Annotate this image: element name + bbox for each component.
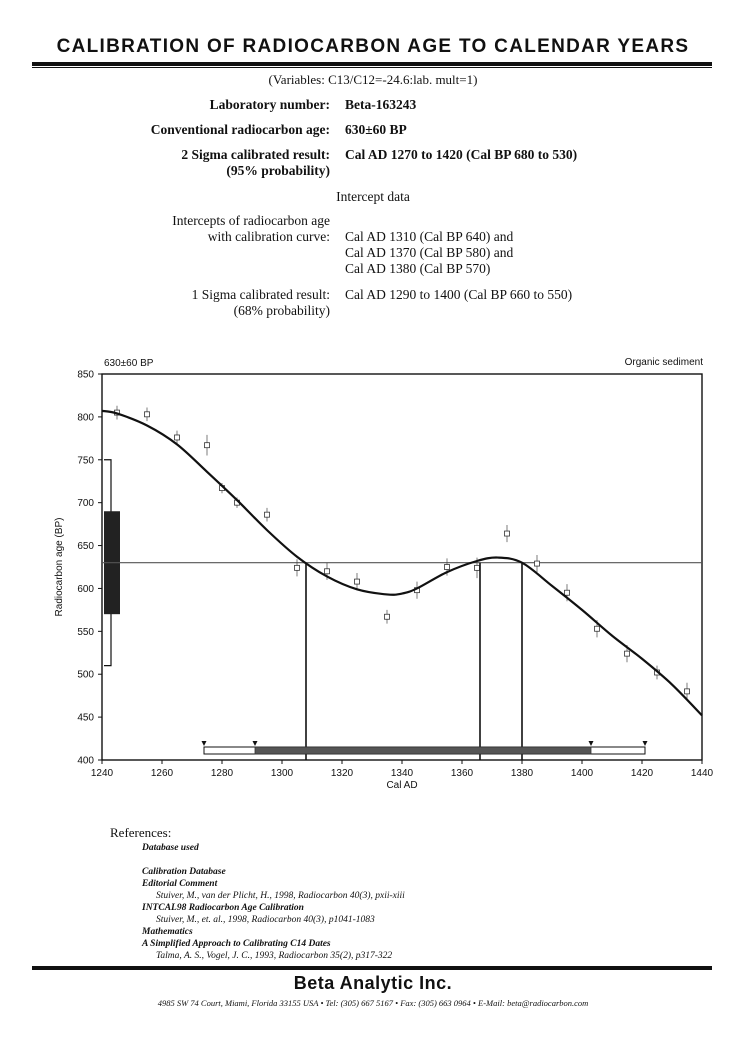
x-tick-label: 1240 (90, 768, 114, 779)
chart-header-age: 630±60 BP (104, 358, 154, 369)
ref-line: Calibration Database (142, 867, 226, 877)
conv-age-label: Conventional radiocarbon age: (150, 122, 330, 137)
y-tick-label: 600 (77, 583, 94, 595)
x-tick-label: 1320 (330, 768, 354, 779)
plot-frame (102, 374, 702, 760)
ref-line: Database used (142, 843, 199, 853)
x-tick-label: 1360 (450, 768, 474, 779)
x-tick-label: 1420 (630, 768, 654, 779)
x-tick-label: 1440 (690, 768, 714, 779)
ref-line: Editorial Comment (142, 879, 218, 889)
references-block (110, 825, 405, 962)
data-point (685, 689, 690, 694)
x-tick-label: 1260 (150, 768, 174, 779)
data-point (145, 412, 150, 417)
x-tick-label: 1340 (390, 768, 414, 779)
data-point (355, 579, 360, 584)
data-point (325, 569, 330, 574)
ref-line: Stuiver, M., et. al., 1998, Radiocarbon 40(3), p1041-1083 (156, 915, 375, 925)
y-tick-label: 400 (77, 755, 94, 767)
intercepts-label-2: with calibration curve: (207, 229, 330, 244)
one-sigma-label: 1 Sigma calibrated result: (191, 287, 330, 302)
y-axis-title: Radiocarbon age (BP) (54, 517, 65, 617)
y-tick-label: 800 (77, 412, 94, 424)
data-point (565, 590, 570, 595)
range-marker (253, 741, 258, 746)
x-tick-label: 1380 (510, 768, 534, 779)
intercept-3: Cal AD 1380 (Cal BP 570) (345, 261, 491, 276)
data-point (265, 512, 270, 517)
data-point (385, 614, 390, 619)
ref-line: Mathematics (142, 927, 193, 937)
two-sigma-value: Cal AD 1270 to 1420 (Cal BP 680 to 530) (345, 147, 578, 162)
range-marker (643, 741, 648, 746)
two-sigma-label: 2 Sigma calibrated result: (181, 147, 330, 162)
y-tick-label: 550 (77, 626, 94, 638)
range-1sigma-bar (255, 747, 591, 754)
intercept-1: Cal AD 1310 (Cal BP 640) and (345, 229, 514, 244)
data-point (445, 565, 450, 570)
variables-line: (Variables: C13/C12=-24.6:lab. mult=1) (268, 72, 478, 87)
title-rule-thin (32, 67, 712, 68)
conv-age-value: 630±60 BP (345, 122, 407, 137)
intercept-2: Cal AD 1370 (Cal BP 580) and (345, 245, 514, 260)
title-rule (32, 62, 712, 66)
calibration-chart (40, 360, 730, 800)
x-axis-title: Cal AD (386, 780, 418, 791)
y-tick-label: 450 (77, 712, 94, 724)
x-tick-label: 1400 (570, 768, 594, 779)
data-point (505, 531, 510, 536)
page-title: CALIBRATION OF RADIOCARBON AGE TO CALENDAR YEARS (56, 36, 690, 57)
lab-number-value: Beta-163243 (345, 97, 417, 112)
data-point (475, 565, 480, 570)
range-marker (589, 741, 594, 746)
data-point (295, 565, 300, 570)
y-tick-label: 750 (77, 455, 94, 467)
x-tick-label: 1280 (210, 768, 234, 779)
data-point (535, 561, 540, 566)
company-address: 4985 SW 74 Court, Miami, Florida 33155 USA • Tel: (305) 667 5167 • Fax: (305) 663 0964 • E-Mail: beta@radiocarbon.com (157, 998, 589, 1008)
intercept-title: Intercept data (336, 189, 410, 204)
ref-line: Stuiver, M., van der Plicht, H., 1998, Radiocarbon 40(3), pxii-xiii (156, 891, 405, 901)
chart-header-material: Organic sediment (624, 357, 703, 368)
data-point (205, 443, 210, 448)
references-heading: References: (110, 825, 172, 840)
y-tick-label: 650 (77, 541, 94, 553)
range-marker (202, 741, 207, 746)
y-tick-label: 700 (77, 498, 94, 510)
y-tick-label: 850 (77, 369, 94, 381)
one-sigma-prob: (68% probability) (233, 303, 330, 318)
one-sigma-value: Cal AD 1290 to 1400 (Cal BP 660 to 550) (345, 287, 573, 302)
ref-spacer (142, 854, 405, 866)
two-sigma-prob: (95% probability) (226, 163, 330, 178)
x-tick-label: 1300 (270, 768, 294, 779)
intercepts-label-1: Intercepts of radiocarbon age (172, 213, 330, 228)
ref-line: INTCAL98 Radiocarbon Age Calibration (142, 903, 304, 913)
data-point (625, 651, 630, 656)
data-point (175, 435, 180, 440)
lab-number-label: Laboratory number: (209, 97, 330, 112)
ref-line: Talma, A. S., Vogel, J. C., 1993, Radiocarbon 35(2), p317-322 (156, 951, 393, 961)
data-point (595, 626, 600, 631)
ref-line: A Simplified Approach to Calibrating C14 Dates (142, 939, 331, 949)
footer-rule (32, 966, 712, 970)
y-tick-label: 500 (77, 669, 94, 681)
company-name: Beta Analytic Inc. (293, 973, 453, 993)
